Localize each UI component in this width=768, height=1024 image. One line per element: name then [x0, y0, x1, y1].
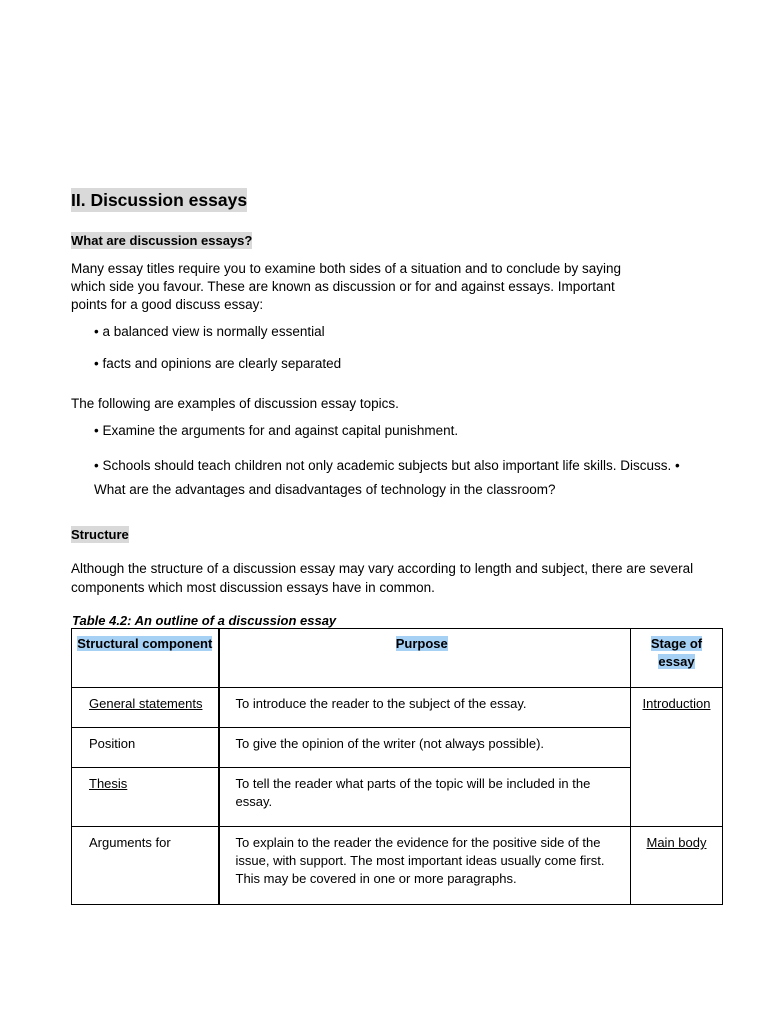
structure-paragraph: Although the structure of a discussion essay may vary according to length and subject, there are several components which most discussion essays have in common.	[71, 561, 694, 595]
component-cell: Position	[72, 728, 219, 768]
table-row	[72, 827, 723, 905]
outline-table	[71, 628, 723, 905]
purpose-cell: To tell the reader what parts of the topic will be included in the essay.	[219, 768, 631, 827]
table-row	[72, 688, 723, 728]
table-caption: Table 4.2: An outline of a discussion essay	[72, 613, 337, 628]
example-topic-item: • Schools should teach children not only academic subjects but also important life skills. Discuss. • What are the advantages and disadvantages of technology in the classroom?	[94, 458, 680, 497]
stage-cell: Main body	[631, 827, 723, 905]
header-cell-stage: Stage of essay	[631, 629, 723, 688]
purpose-cell: To introduce the reader to the subject of the essay.	[219, 688, 631, 728]
section-heading: II. Discussion essays	[71, 190, 248, 210]
stage-cell: Introduction	[631, 688, 723, 827]
structure-heading: Structure	[71, 527, 129, 542]
purpose-cell: To give the opinion of the writer (not always possible).	[219, 728, 631, 768]
header-cell-purpose: Purpose	[219, 629, 631, 688]
table-header-row	[72, 629, 723, 688]
table-row	[72, 768, 723, 827]
table-row	[72, 728, 723, 768]
important-point-item: • a balanced view is normally essential	[94, 324, 325, 339]
component-cell: General statements	[72, 688, 219, 728]
component-cell: Thesis	[72, 768, 219, 827]
example-topic-item: • Examine the arguments for and against capital punishment.	[94, 423, 459, 438]
header-cell-component: Structural component	[72, 629, 219, 688]
important-point-item: • facts and opinions are clearly separated	[94, 356, 342, 371]
purpose-cell: To explain to the reader the evidence for the positive side of the issue, with support. The most important ideas usually come first. This may be covered in one or more paragraphs.	[219, 827, 631, 905]
component-cell: Arguments for	[72, 827, 219, 905]
examples-intro: The following are examples of discussion essay topics.	[71, 396, 399, 411]
intro-paragraph: Many essay titles require you to examine both sides of a situation and to conclude by saying which side you favour. These are known as discussion or for and against essays. Important points for a good discuss essay:	[71, 261, 622, 312]
sub-heading: What are discussion essays?	[71, 233, 253, 248]
